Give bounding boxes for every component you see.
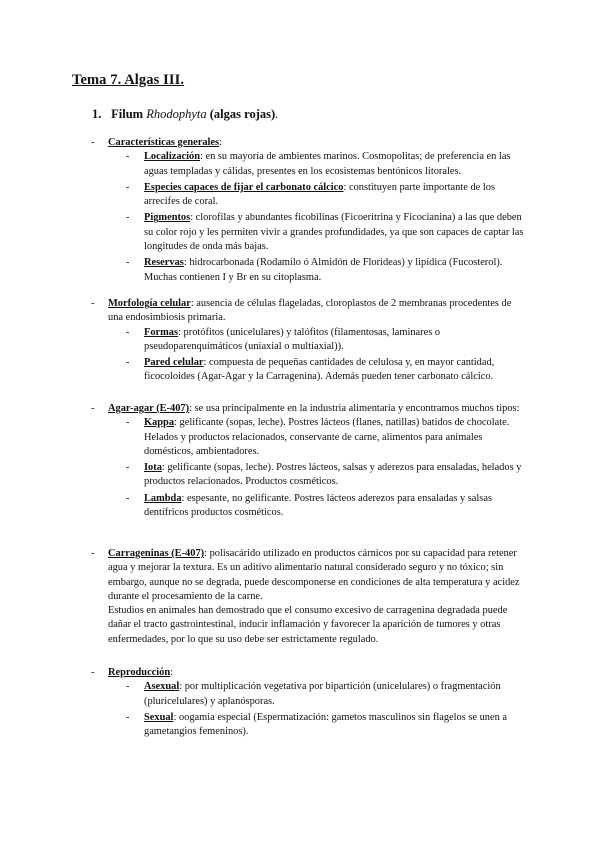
bullet-heading: Agar-agar (E-407) (108, 403, 190, 414)
section-label: Filum (111, 107, 144, 121)
bullet-dash: - (91, 548, 95, 559)
bullet-heading: Carrageninas (E-407) (108, 548, 205, 559)
bullet-heading: Morfología celular (108, 298, 191, 309)
section-heading (92, 107, 278, 122)
sub-item-sexual: - Sexual: oogamia especial (Espermatización: gametos masculinos sin flagelos se unen a gametangios femeninos). (126, 711, 508, 738)
bullet-dash: - (91, 403, 95, 414)
paragraph-estudios: Estudios en animales han demostrado que el consumo excesivo de carragenina degradada puede dañar el tracto gastrointestinal, inducir inflamación y favorecer la aparición de tumores y otras enfermedades, por lo que su uso debe ser estrictamente regulado. (108, 605, 508, 645)
section-number: 1. (92, 107, 102, 121)
section-common-name: (algas rojas) (209, 107, 276, 121)
sub-item-pigmentos: - Pigmentos: clorofilas y abundantes ficobilinas (Ficoeritrina y Ficocianina) a las que deben su color rojo y les permiten vivir a grandes profundidades, ya que son capaces de captar las longitudes de onda más bajas. (126, 212, 524, 253)
sub-item-pared-celular: - Pared celular: compuesta de pequeñas cantidades de celulosa y, en mayor cantidad, ficocoloides (Agar-Agar y la Carragenina). Además pueden tener carbonato cálcico. (126, 357, 495, 383)
bullet-dash: - (91, 137, 95, 148)
document-page: Tema 7. Algas III. 1. Filum Rhodophyta (algas rojas). - Características generales: - Localización: en su mayoría de ambientes marinos. Cosmopolitas; de preferencia en las aguas templadas y cálidas, presentes en los ecosistemas bentónicos litorales. - Especies capaces de fijar el carbonato cálcico: constituyen parte importante de los arrecifes de coral. - Pigmentos: clorofilas y abundantes ficobilinas (Ficoeritrina y Ficocianina) a las que deben su color rojo y les permiten vivir a grandes profundidades, ya que son capaces de captar las longitudes de onda más bajas. - Reservas: hidrocarbonada (Rodamilo ó Almidón de Florideas) y lipídica (Fucosterol). Muchas contienen I y Br en su citoplasma. - Morfología celular: ausencia de células flageladas, cloroplastos de 2 membranas procedentes de una endosimbiosis primaria. - Formas: protófitos (unicelulares) y talófitos (filamentosas, laminares o pseudoparenquimáticos (uniaxial o multiaxial)). - Pared celular: compuesta de pequeñas cantidades de celulosa y, en mayor cantidad, ficocoloides (Agar-Agar y la Carragenina). Además pueden tener carbonato cálcico. - Agar-agar (E-407): se usa principalmente en la industria alimentaria y encontramos muchos tipos: - Kappa: gelificante (sopas, leche). Postres lácteos (flanes, natillas) batidos de chocolate. Helados y productos relacionados, conservante de carne, alimentos para animales domésticos, ambientadores. - Iota: gelificante (sopas, leche). Postres lácteos, salsas y aderezos para ensaladas, helados y productos relacionados. Productos cosméticos. - Lambda: espesante, no gelificante. Postres lácteos aderezos para ensaladas y salsas dentífricos productos cosméticos. - Carrageninas (E-407): polisacárido utilizado en productos cárnicos por su capacidad para retener agua y mejorar la textura. Es un aditivo alimentario natural considerado seguro y no tóxico; sin embargo, aunque no se degrada, puede descomponerse en condiciones de alta temperatura y acidez durante el procesamiento de la carne. Estudios en animales han demostrado que el consumo excesivo de carragenina degradada puede dañar el tracto gastrointestinal, inducir inflamación y favorecer la aparición de tumores y otras enfermedades, por lo que su uso debe ser estrictamente regulado. - Reproducción: - Asexual: por multiplicación vegetativa por bipartición (unicelulares) o fragmentación (pluricelulares) y aplanósporas. - Sexual: oogamia especial (Espermatización: gametos masculinos sin flagelos se unen a gametangios femeninos). (0, 0, 600, 848)
section-end: . (275, 107, 279, 121)
bullet-heading: Características generales (108, 137, 220, 148)
sub-item-asexual: - Asexual: por multiplicación vegetativa por bipartición (unicelulares) o fragmentación (pluricelulares) y aplanósporas. (126, 681, 501, 707)
sub-item-especies: - Especies capaces de fijar el carbonato cálcico: constituyen parte importante de los arrecifes de coral. (126, 181, 495, 208)
bullet-dash: - (91, 667, 95, 678)
sub-item-iota: - Iota: gelificante (sopas, leche). Postres lácteos, salsas y aderezos para ensaladas, helados y productos relacionados. Productos cosméticos. (126, 462, 522, 488)
sub-item-localizacion: - Localización: en su mayoría de ambientes marinos. Cosmopolitas; de preferencia en las aguas templadas y cálidas, presentes en los ecosistemas bentónicos litorales. (126, 151, 511, 177)
page-title: Tema 7. Algas III. (72, 72, 185, 88)
bullet-dash: - (91, 298, 95, 309)
bullet-heading: Reproducción (108, 667, 171, 678)
sub-item-formas: - Formas: protófitos (unicelulares) y talófitos (filamentosas, laminares o pseudoparenquimáticos (uniaxial o multiaxial)). (126, 326, 441, 352)
section-taxon: Rhodophyta (146, 107, 207, 121)
sub-item-lambda: - Lambda: espesante, no gelificante. Postres lácteos aderezos para ensaladas y salsas dentífricos productos cosméticos. (126, 492, 492, 519)
sub-item-reservas: - Reservas: hidrocarbonada (Rodamilo ó Almidón de Florideas) y lipídica (Fucosterol). Muchas contienen I y Br en su citoplasma. (126, 257, 503, 283)
sub-item-kappa: - Kappa: gelificante (sopas, leche). Postres lácteos (flanes, natillas) batidos de chocolate. Helados y productos relacionados, conservante de carne, alimentos para animales domésticos, ambientadores. (126, 417, 510, 457)
